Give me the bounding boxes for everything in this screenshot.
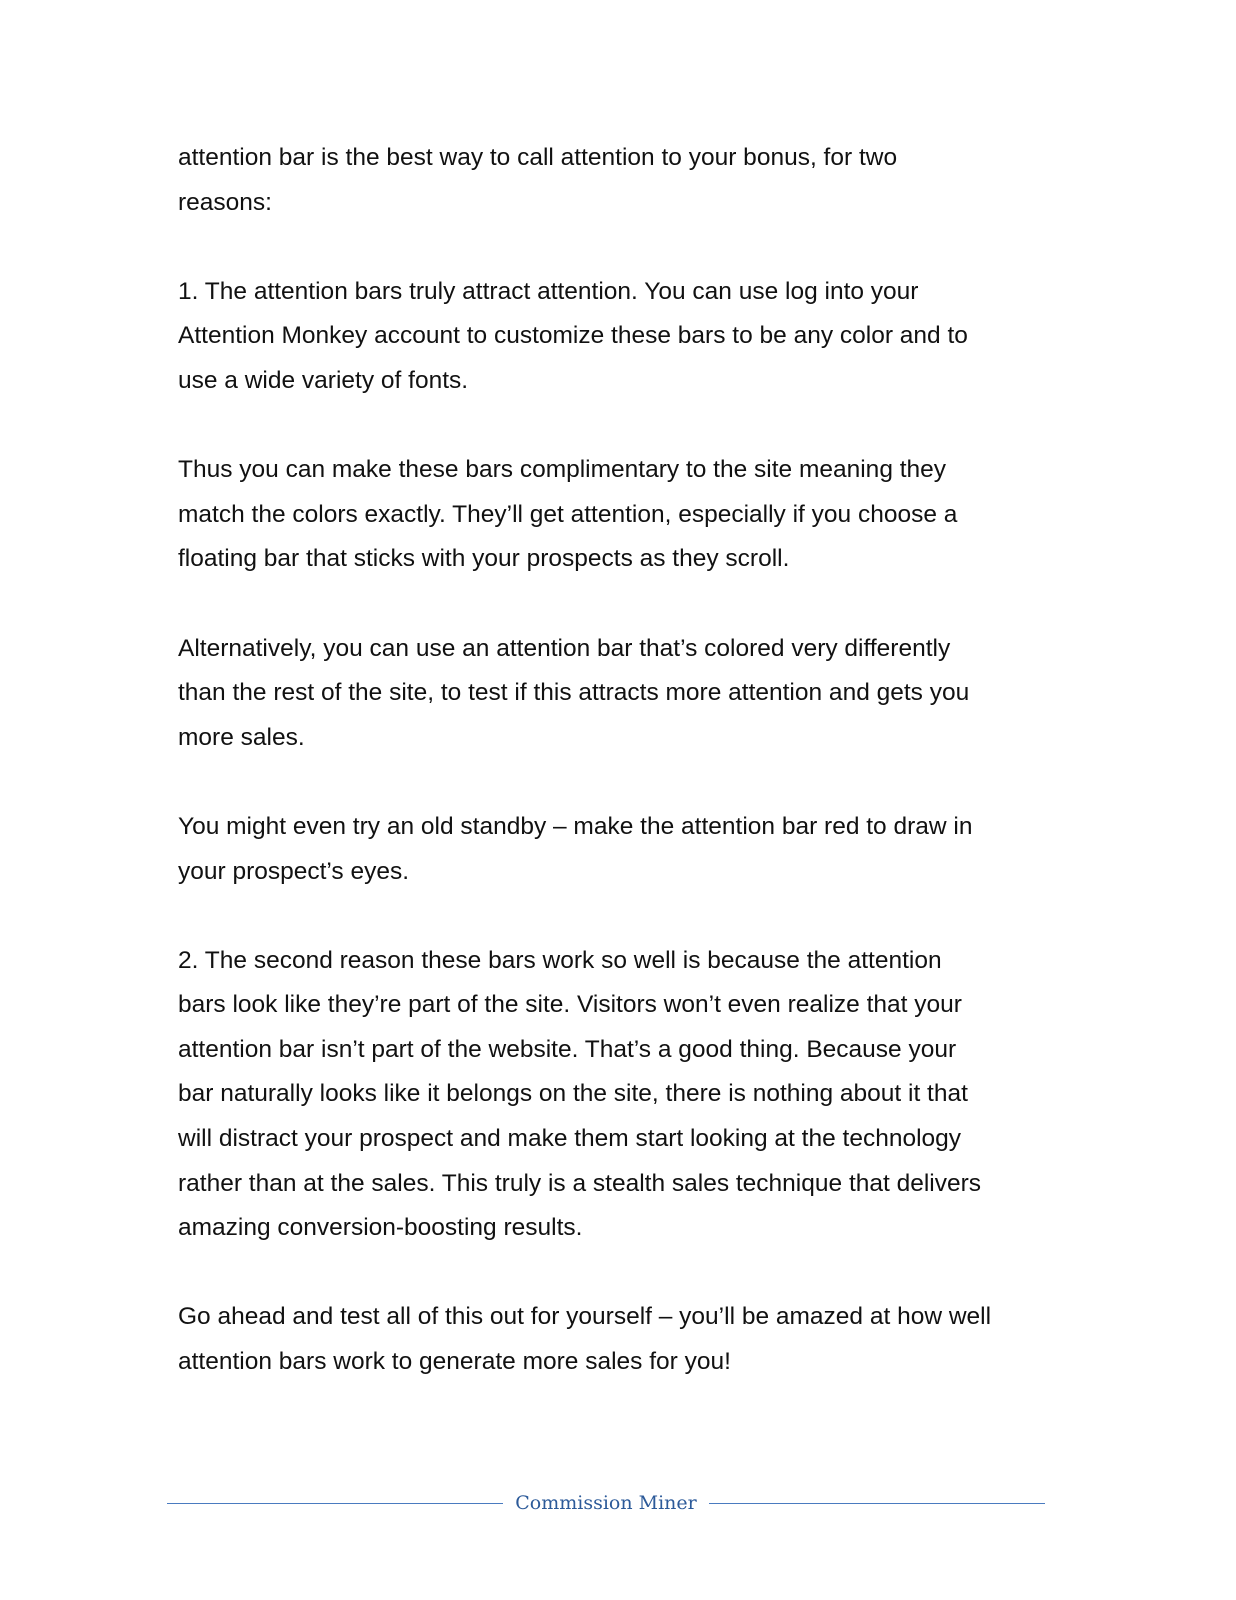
footer-rule-left bbox=[167, 1503, 503, 1504]
paragraph-reason-one: 1. The attention bars truly attract attention. You can use log into your Attention Monkey account to customize these bars to be any color and to use a wide variety of fonts. bbox=[178, 277, 968, 394]
footer-title: Commission Miner bbox=[515, 1492, 697, 1514]
paragraph-conclusion: Go ahead and test all of this out for yourself – you’ll be amazed at how well attention bars work to generate more sales for you! bbox=[178, 1303, 992, 1376]
paragraph-reason-two: 2. The second reason these bars work so well is because the attention bars look like they’re part of the site. Visitors won’t even realize that your attention bar isn’t part of the website. That’s a good thing. Because your bar naturally looks like it belongs on the site, there is nothing about it that will distract your prospect and make them start looking at the technology rather than at the sales. This truly is a stealth sales technique that delivers amazing conversion-boosting results. bbox=[178, 946, 982, 1242]
paragraph-red-standby: You might even try an old standby – make the attention bar red to draw in your prospect’s eyes. bbox=[178, 812, 973, 885]
paragraph-alternative-colors: Alternatively, you can use an attention bar that’s colored very differently than the rest of the site, to test if this attracts more attention and gets you more sales. bbox=[178, 634, 970, 751]
document-body bbox=[178, 136, 1058, 1429]
paragraph-intro: attention bar is the best way to call attention to your bonus, for two reasons: bbox=[178, 144, 898, 216]
page-footer bbox=[167, 1488, 1045, 1518]
footer-rule-right bbox=[709, 1503, 1045, 1504]
paragraph-complimentary-colors: Thus you can make these bars complimentary to the site meaning they match the colors exactly. They’ll get attention, especially if you choose a floating bar that sticks with your prospects as they scroll. bbox=[178, 456, 958, 573]
